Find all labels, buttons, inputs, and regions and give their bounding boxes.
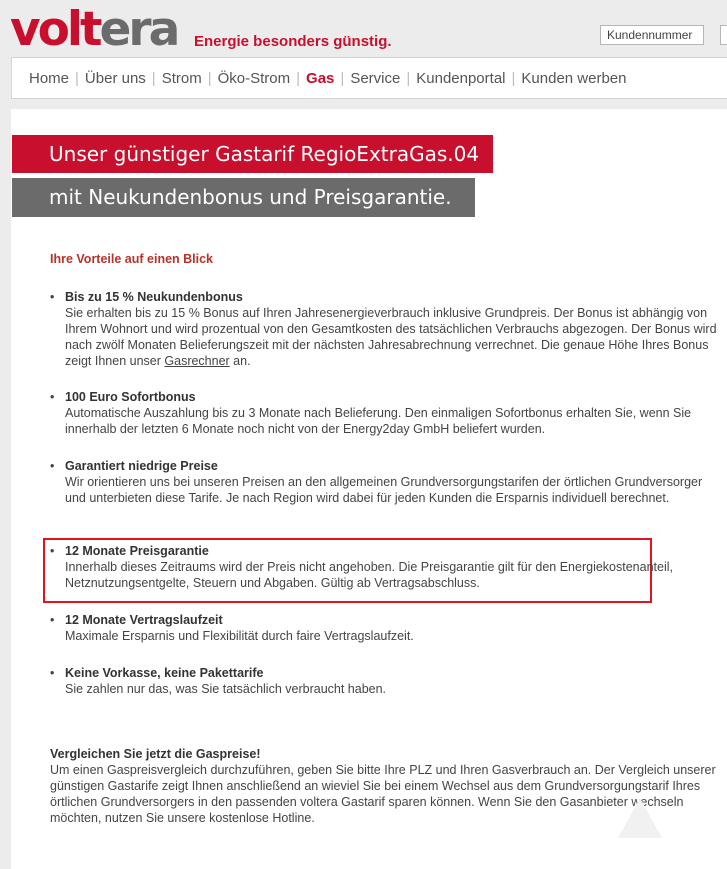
benefit-item <box>50 612 720 644</box>
benefit-title: Keine Vorkasse, keine Pakettarife <box>65 666 264 680</box>
nav-item-service[interactable]: Service <box>350 69 401 87</box>
logo-part-era: era <box>99 2 178 57</box>
bullet: • <box>50 390 55 404</box>
nav-separator: | <box>207 69 212 87</box>
nav-separator: | <box>406 69 411 87</box>
benefit-text: Automatische Auszahlung bis zu 3 Monate nach Belieferung. Den einmaligen Sofortbonus erhalten Sie, wenn Sie innerhalb der letzten 6 Monate noch nicht von der Energy2day GmbH beliefert wurden. <box>65 406 692 436</box>
tagline: Energie besonders günstig. <box>194 33 392 50</box>
voltera-logo[interactable] <box>10 2 177 58</box>
bullet: • <box>50 544 55 558</box>
banner-headline: Unser günstiger Gastarif RegioExtraGas.04 <box>12 135 493 173</box>
password-input[interactable] <box>720 25 727 45</box>
benefit-item <box>50 458 720 506</box>
main-nav <box>11 57 727 99</box>
benefit-title: Garantiert niedrige Preise <box>65 459 218 473</box>
nav-separator: | <box>151 69 156 87</box>
benefit-text: Innerhalb dieses Zeitraums wird der Preis nicht angehoben. Die Preisgarantie gilt für den Energiekostenanteil, Netznutzungsentgelte, Steuern und Abgaben. Gültig ab Vertragsabschluss. <box>65 560 673 590</box>
nav-separator: | <box>75 69 79 87</box>
logo-part-volt: volt <box>10 2 100 57</box>
nav-item-home[interactable]: Home <box>29 69 70 87</box>
benefit-text: Sie zahlen nur das, was Sie tatsächlich verbraucht haben. <box>65 682 387 696</box>
bullet: • <box>50 459 55 473</box>
benefit-item <box>50 389 720 437</box>
nav-separator: | <box>511 69 516 87</box>
nav-separator: | <box>296 69 301 87</box>
watermark-triangle-icon <box>618 798 662 838</box>
benefit-text <box>65 305 720 369</box>
bullet: • <box>50 613 55 627</box>
benefit-item <box>50 543 720 591</box>
nav-item-strom[interactable]: Strom <box>161 69 202 87</box>
bullet: • <box>50 666 55 680</box>
benefit-title: Bis zu 15 % Neukundenbonus <box>65 290 243 304</box>
compare-text: Um einen Gaspreisvergleich durchzuführen, geben Sie bitte Ihre PLZ und Ihren Gasverbrauch an. Der Vergleich unserer günstigen Gastarife zeigt Ihnen anschließend an wieviel Sie bei einem Wechsel aus dem Grundversorgungstarif Ihres örtlichen Grundversorgers in den passenden voltera Gastarif sparen können. Wenn Sie den Gasanbieter wechseln möchten, nutzen Sie unsere kostenlose Hotline. <box>50 763 716 825</box>
nav-separator: | <box>340 69 345 87</box>
nav-item-gas[interactable]: Gas <box>306 69 335 87</box>
bullet: • <box>50 290 55 304</box>
compare-title: Vergleichen Sie jetzt die Gaspreise! <box>50 747 261 761</box>
nav-item-kunden-werben[interactable]: Kunden werben <box>521 69 627 87</box>
benefit-text: Wir orientieren uns bei unseren Preisen an den allgemeinen Grundversorgungstarifen der örtlichen Grundversorger und unterbieten diese Tarife. Je nach Region wird dabei für jeden Kunden die Ersparnis individuell berechnet. <box>65 475 703 505</box>
nav-item-ueber-uns[interactable]: Über uns <box>84 69 146 87</box>
gasrechner-link[interactable]: Gasrechner <box>164 354 230 368</box>
benefit-title: 100 Euro Sofortbonus <box>65 390 196 404</box>
banner-subheadline: mit Neukundenbonus und Preisgarantie. <box>12 178 475 217</box>
benefit-title: 12 Monate Vertragslaufzeit <box>65 613 223 627</box>
nav-item-kundenportal[interactable]: Kundenportal <box>416 69 506 87</box>
benefit-item <box>50 665 720 697</box>
benefit-title: 12 Monate Preisgarantie <box>65 544 209 558</box>
benefit-item <box>50 289 720 369</box>
customer-number-input[interactable] <box>600 25 704 45</box>
benefits-title: Ihre Vorteile auf einen Blick <box>50 252 214 266</box>
benefit-text-tail: an. <box>229 354 251 368</box>
benefit-text: Maximale Ersparnis und Flexibilität durch faire Vertragslaufzeit. <box>65 629 414 643</box>
benefit-text-body: Sie erhalten bis zu 15 % Bonus auf Ihren Jahresenergieverbrauch inklusive Grundpreis. Der Bonus ist abhängig von Ihrem Wohnort und wird prozentual von den Gesamtkosten des tatsächlichen Verbrauchs abgezogen. Der Bonus wird nach zwölf Monaten Belieferungszeit mit der nächsten Jahresabrechnung verrechnet. Die genaue Höhe Ihres Bonus zeigt Ihnen unser <box>65 306 717 368</box>
nav-item-oeko-strom[interactable]: Öko-Strom <box>217 69 291 87</box>
